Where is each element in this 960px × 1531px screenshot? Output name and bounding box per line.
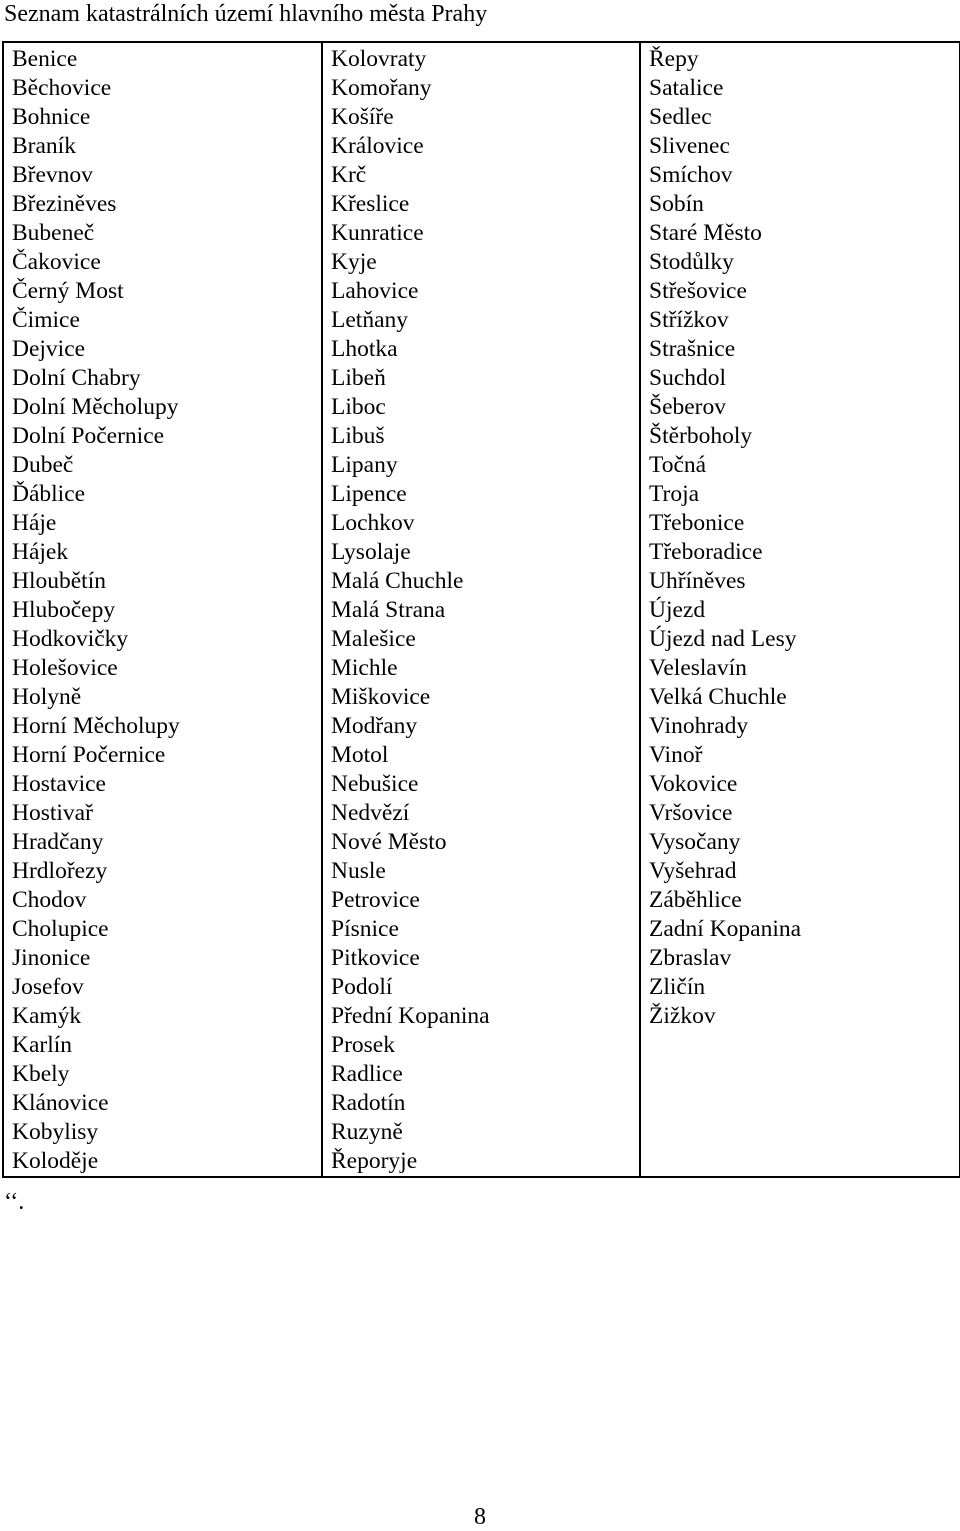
list-item: Záběhlice	[649, 887, 742, 913]
list-item: Pitkovice	[331, 945, 420, 971]
list-item: Hostavice	[12, 771, 106, 797]
list-item: Třebonice	[649, 510, 745, 536]
list-item: Nusle	[331, 858, 386, 884]
list-item: Lysolaje	[331, 539, 411, 565]
list-item: Josefov	[12, 974, 84, 1000]
list-item: Ruzyně	[331, 1119, 403, 1145]
list-item: Hostivař	[12, 800, 93, 826]
list-item: Stodůlky	[649, 249, 734, 275]
list-item: Braník	[12, 133, 76, 159]
list-item: Hodkovičky	[12, 626, 129, 652]
table-column-3	[640, 42, 960, 1177]
list-item: Radotín	[331, 1090, 406, 1116]
list-item: Královice	[331, 133, 424, 159]
list-item: Malá Chuchle	[331, 568, 464, 594]
list-item: Hrdlořezy	[12, 858, 108, 884]
list-item: Komořany	[331, 75, 432, 101]
list-item: Podolí	[331, 974, 393, 1000]
list-item: Lipence	[331, 481, 407, 507]
column-3-list	[641, 43, 959, 1031]
list-item: Satalice	[649, 75, 724, 101]
list-item: Libuš	[331, 423, 385, 449]
list-item: Smíchov	[649, 162, 733, 188]
list-item: Křeslice	[331, 191, 410, 217]
list-item: Řepy	[649, 46, 699, 72]
list-item: Uhříněves	[649, 568, 746, 594]
list-item: Krč	[331, 162, 367, 188]
list-item: Karlín	[12, 1032, 73, 1058]
list-item: Střešovice	[649, 278, 747, 304]
list-item: Zbraslav	[649, 945, 732, 971]
list-item: Hájek	[12, 539, 69, 565]
list-item: Běchovice	[12, 75, 112, 101]
list-item: Kyje	[331, 249, 377, 275]
list-item: Hloubětín	[12, 568, 106, 594]
list-item: Troja	[649, 481, 700, 507]
list-item: Sedlec	[649, 104, 712, 130]
stray-mark: ‘‘.	[4, 1189, 25, 1215]
table-column-1	[3, 42, 322, 1177]
list-item: Strašnice	[649, 336, 736, 362]
list-item: Koloděje	[12, 1148, 99, 1174]
list-item: Košíře	[331, 104, 394, 130]
list-item: Bubeneč	[12, 220, 95, 246]
list-item: Černý Most	[12, 278, 124, 304]
list-item: Nedvězí	[331, 800, 410, 826]
list-item: Lhotka	[331, 336, 398, 362]
list-item: Háje	[12, 510, 57, 536]
list-item: Vinohrady	[649, 713, 749, 739]
list-item: Horní Počernice	[12, 742, 166, 768]
list-item: Prosek	[331, 1032, 395, 1058]
list-item: Lochkov	[331, 510, 415, 536]
list-item: Chodov	[12, 887, 87, 913]
list-item: Michle	[331, 655, 398, 681]
list-item: Cholupice	[12, 916, 109, 942]
list-item: Klánovice	[12, 1090, 109, 1116]
list-item: Čimice	[12, 307, 80, 333]
list-item: Újezd	[649, 597, 706, 623]
list-item: Kobylisy	[12, 1119, 99, 1145]
list-item: Dolní Počernice	[12, 423, 165, 449]
list-item: Štěrboholy	[649, 423, 753, 449]
list-item: Řeporyje	[331, 1148, 418, 1174]
list-item: Radlice	[331, 1061, 403, 1087]
list-item: Motol	[331, 742, 389, 768]
list-item: Dubeč	[12, 452, 74, 478]
list-item: Kamýk	[12, 1003, 82, 1029]
list-item: Libeň	[331, 365, 386, 391]
page-title: Seznam katastrálních území hlavního města Prahy	[4, 1, 488, 27]
list-item: Velká Chuchle	[649, 684, 787, 710]
list-item: Písnice	[331, 916, 399, 942]
list-item: Dolní Chabry	[12, 365, 141, 391]
list-item: Ďáblice	[12, 481, 86, 507]
list-item: Újezd nad Lesy	[649, 626, 797, 652]
list-item: Liboc	[331, 394, 386, 420]
list-item: Kbely	[12, 1061, 70, 1087]
list-item: Přední Kopanina	[331, 1003, 490, 1029]
list-item: Nové Město	[331, 829, 447, 855]
list-item: Vysočany	[649, 829, 741, 855]
list-item: Bohnice	[12, 104, 91, 130]
list-item: Žižkov	[649, 1003, 716, 1029]
list-item: Letňany	[331, 307, 408, 333]
list-item: Vinoř	[649, 742, 703, 768]
list-item: Sobín	[649, 191, 704, 217]
list-item: Nebušice	[331, 771, 419, 797]
list-item: Benice	[12, 46, 78, 72]
list-item: Vyšehrad	[649, 858, 737, 884]
list-item: Veleslavín	[649, 655, 747, 681]
list-item: Holešovice	[12, 655, 118, 681]
list-item: Vokovice	[649, 771, 738, 797]
list-item: Jinonice	[12, 945, 91, 971]
list-item: Horní Měcholupy	[12, 713, 180, 739]
list-item: Miškovice	[331, 684, 431, 710]
list-item: Šeberov	[649, 394, 727, 420]
list-item: Střížkov	[649, 307, 729, 333]
list-item: Kolovraty	[331, 46, 427, 72]
list-item: Vršovice	[649, 800, 733, 826]
list-item: Hlubočepy	[12, 597, 116, 623]
list-item: Dejvice	[12, 336, 86, 362]
list-item: Březiněves	[12, 191, 117, 217]
list-item: Suchdol	[649, 365, 727, 391]
list-item: Dolní Měcholupy	[12, 394, 179, 420]
list-item: Hradčany	[12, 829, 104, 855]
list-item: Čakovice	[12, 249, 101, 275]
column-2-list	[323, 43, 639, 1176]
list-item: Modřany	[331, 713, 418, 739]
list-item: Zadní Kopanina	[649, 916, 802, 942]
list-item: Holyně	[12, 684, 82, 710]
cadastral-areas-table	[2, 41, 960, 1178]
table-column-2	[322, 42, 640, 1177]
list-item: Petrovice	[331, 887, 420, 913]
list-item: Kunratice	[331, 220, 424, 246]
list-item: Staré Město	[649, 220, 762, 246]
table-row	[3, 42, 960, 1177]
list-item: Lipany	[331, 452, 398, 478]
list-item: Slivenec	[649, 133, 730, 159]
list-item: Zličín	[649, 974, 706, 1000]
list-item: Malešice	[331, 626, 416, 652]
list-item: Břevnov	[12, 162, 93, 188]
column-1-list	[4, 43, 321, 1176]
list-item: Třeboradice	[649, 539, 763, 565]
list-item: Točná	[649, 452, 707, 478]
list-item: Lahovice	[331, 278, 419, 304]
list-item: Malá Strana	[331, 597, 446, 623]
page-number: 8	[474, 1504, 486, 1530]
